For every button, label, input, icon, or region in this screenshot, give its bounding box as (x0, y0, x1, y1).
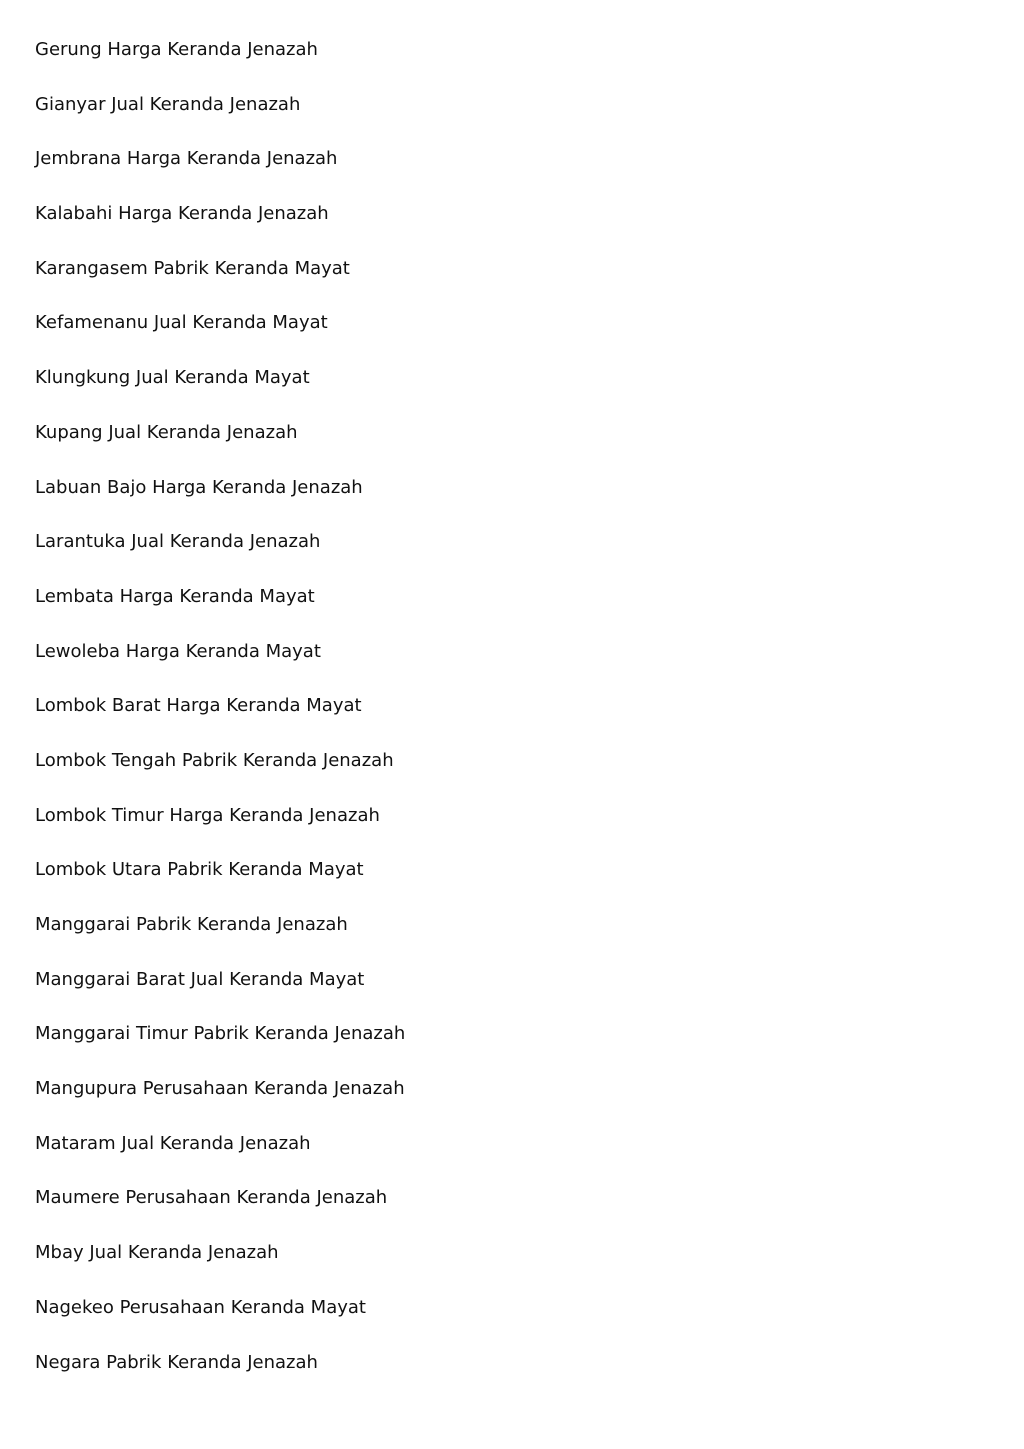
list-item[interactable]: Maumere Perusahaan Keranda Jenazah (35, 1187, 388, 1209)
list-item[interactable]: Gerung Harga Keranda Jenazah (35, 39, 318, 60)
list-item[interactable]: Lombok Utara Pabrik Keranda Mayat (35, 859, 364, 881)
list-item[interactable]: Manggarai Timur Pabrik Keranda Jenazah (35, 1023, 406, 1045)
list-item[interactable]: Lombok Tengah Pabrik Keranda Jenazah (35, 749, 394, 771)
list-item[interactable]: Mangupura Perusahaan Keranda Jenazah (35, 1078, 405, 1100)
list-item[interactable]: Labuan Bajo Harga Keranda Jenazah (35, 476, 363, 498)
list-item[interactable]: Manggarai Pabrik Keranda Jenazah (35, 914, 348, 935)
list-item[interactable]: Karangasem Pabrik Keranda Mayat (35, 257, 350, 279)
list-item[interactable]: Lombok Timur Harga Keranda Jenazah (35, 804, 380, 826)
list-item[interactable]: Jembrana Harga Keranda Jenazah (35, 148, 338, 170)
list-item[interactable]: Manggarai Barat Jual Keranda Mayat (35, 968, 365, 990)
list-item[interactable]: Gianyar Jual Keranda Jenazah (35, 93, 301, 115)
list-item[interactable]: Nagekeo Perusahaan Keranda Mayat (35, 1296, 366, 1318)
list-item[interactable]: Kupang Jual Keranda Jenazah (35, 421, 298, 443)
entry-list (35, 36, 405, 1403)
list-item[interactable]: Mbay Jual Keranda Jenazah (35, 1242, 279, 1264)
list-item[interactable]: Larantuka Jual Keranda Jenazah (35, 531, 321, 553)
list-item[interactable]: Lembata Harga Keranda Mayat (35, 585, 315, 607)
list-item[interactable]: Lewoleba Harga Keranda Mayat (35, 640, 321, 662)
list-item[interactable]: Mataram Jual Keranda Jenazah (35, 1132, 311, 1154)
list-item[interactable]: Negara Pabrik Keranda Jenazah (35, 1351, 318, 1373)
list-item[interactable]: Klungkung Jual Keranda Mayat (35, 367, 310, 389)
list-item[interactable]: Kefamenanu Jual Keranda Mayat (35, 312, 328, 334)
list-item[interactable]: Kalabahi Harga Keranda Jenazah (35, 203, 329, 225)
list-item[interactable]: Lombok Barat Harga Keranda Mayat (35, 695, 362, 717)
